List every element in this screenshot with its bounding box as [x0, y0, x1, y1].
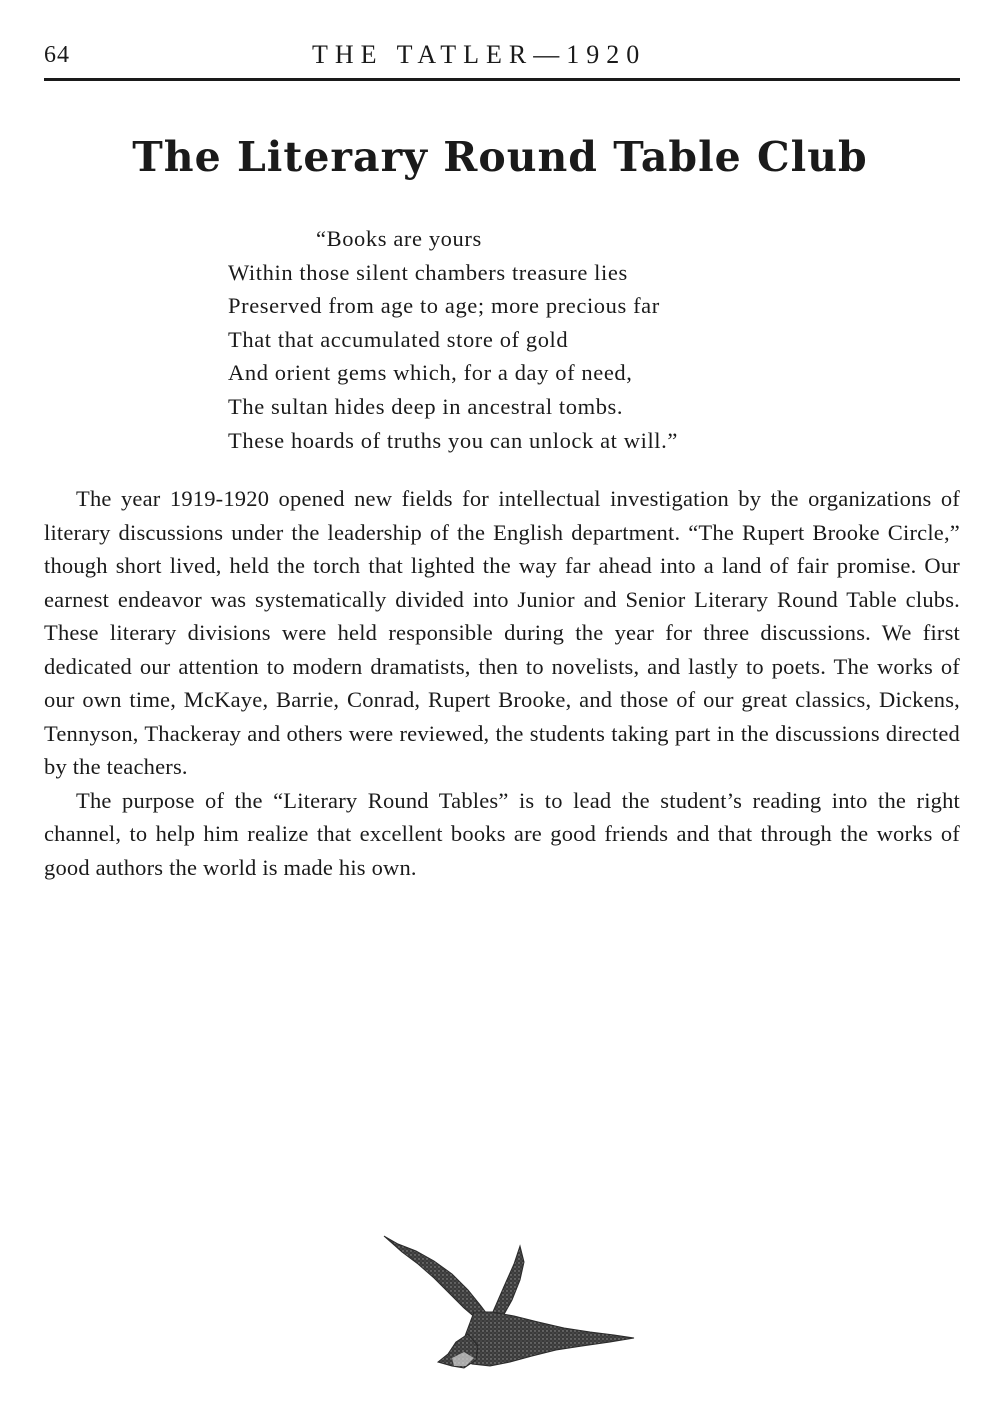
- poem-line: These hoards of truths you can unlock at will.”: [228, 427, 678, 453]
- article-body: [44, 482, 960, 884]
- page-title: The Literary Round Table Club: [132, 133, 868, 181]
- page-number: 64: [44, 42, 70, 68]
- swallow-bird-icon: [378, 1234, 638, 1374]
- paragraph: The year 1919-1920 opened new fields for intellectual investigation by the organizations of literary discussions under the leadership of the English department. “The Rupert Brooke Circle,” though short lived, held the torch that lighted the way far ahead into a land of fair promise. Our earnest endeavor was systematically divided into Junior and Senior Literary Round Table clubs. These literary divisions were held responsible during the year for three discussions. We first dedicated our attention to modern dramatists, then to novelists, and lastly to poets. The works of our own time, McKaye, Barrie, Conrad, Rupert Brooke, and those of our great classics, Dickens, Tennyson, Thackeray and others were reviewed, the students taking part in the discussions directed by the teachers.: [44, 486, 960, 779]
- poem-line: “Books are yours: [316, 226, 482, 251]
- poem-line: That that accumulated store of gold: [228, 326, 569, 352]
- running-head: [44, 38, 960, 78]
- poem-line: Preserved from age to age; more precious far: [228, 293, 660, 319]
- epigraph-poem: [228, 222, 848, 457]
- paragraph: The purpose of the “Literary Round Tables” is to lead the student’s reading into the right channel, to help him realize that excellent books are good friends and that through the works of good authors the world is made his own.: [44, 787, 960, 880]
- poem-line: Within those silent chambers treasure lies: [228, 259, 628, 285]
- poem-line: And orient gems which, for a day of need,: [228, 360, 633, 386]
- header-rule: [44, 78, 960, 81]
- running-title: THE TATLER—1920: [312, 40, 647, 69]
- poem-line: The sultan hides deep in ancestral tombs.: [228, 393, 624, 419]
